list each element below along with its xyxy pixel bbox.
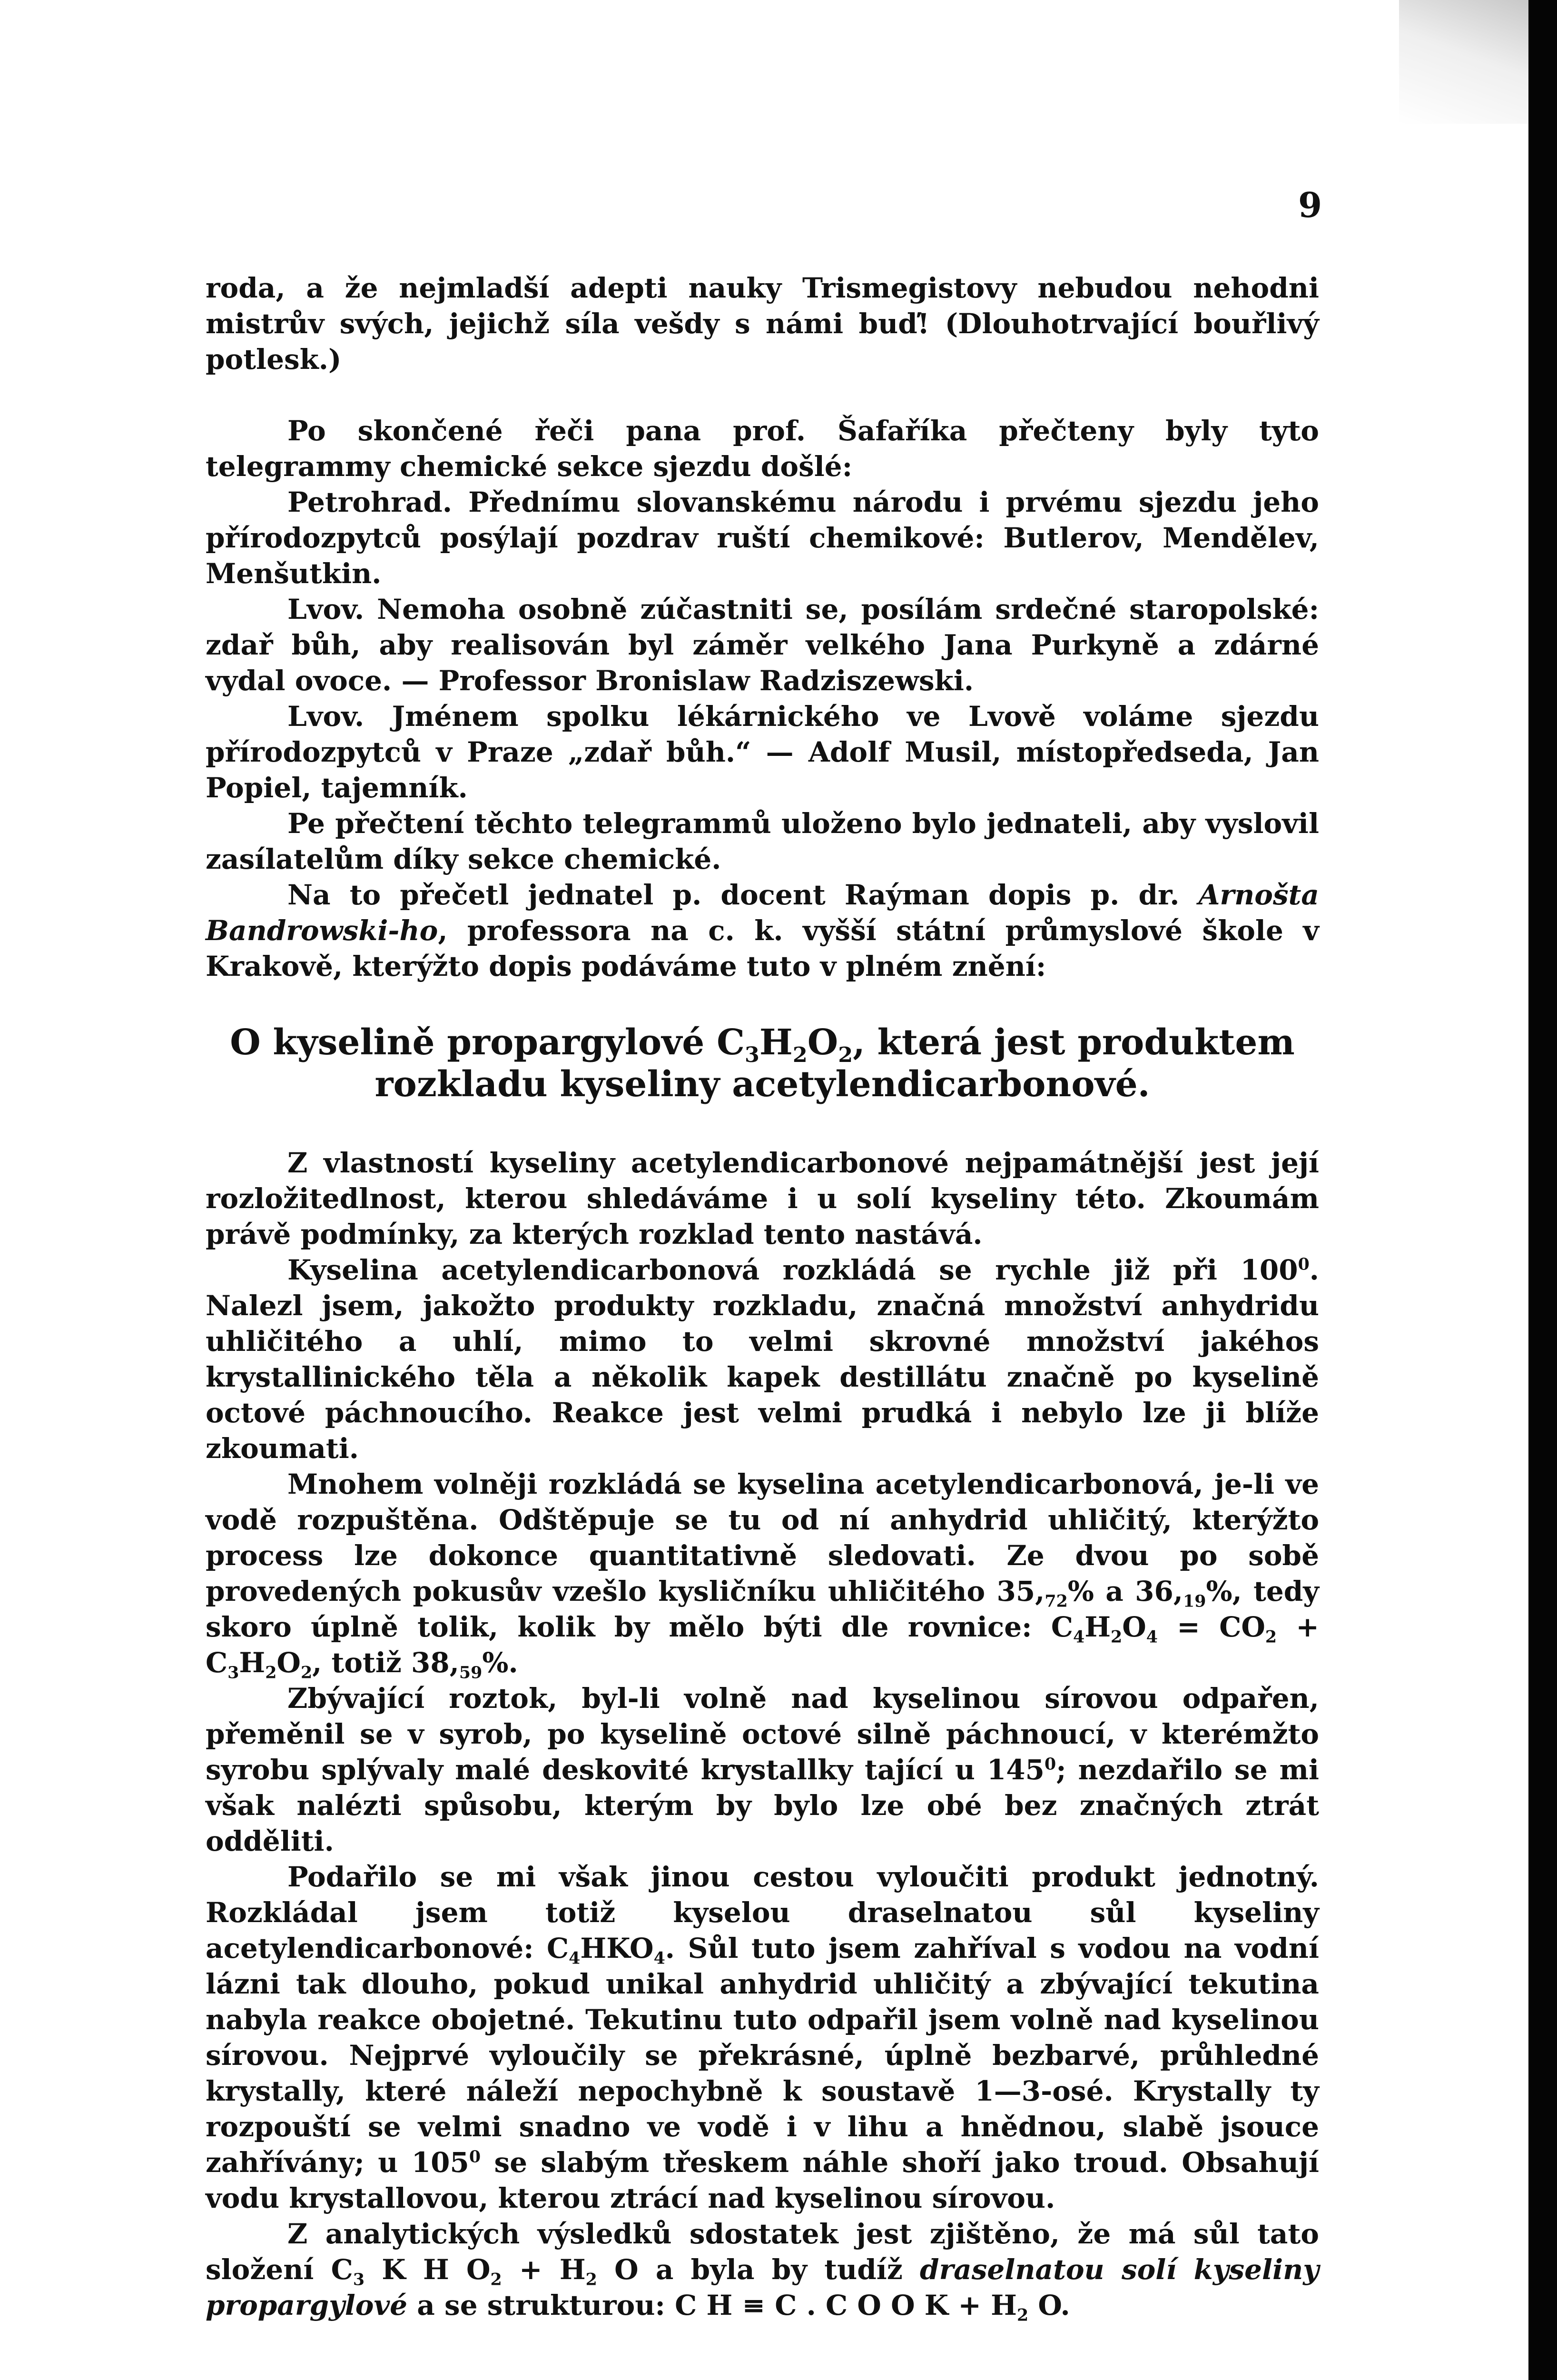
- paragraph-article-4: Zbývající roztok, byl-li volně nad kyselinou sírovou odpařen, přeměnil se v syrob, po kyselině octové silně páchnoucí, v kterémžto syrobu splývaly malé deskovité krystallky tající u $145^0$; nezdařilo se mi však nalézti spůsobu, kterým by bylo lze obé bez značných ztrát odděliti.: [206, 1682, 1319, 1857]
- compound-name: draselnatou solí kyseliny propargylové: [206, 2253, 1319, 2321]
- article-title-line-2: rozkladu kyseliny acetylendicarbonové.: [374, 1064, 1150, 1105]
- article-title: [206, 1021, 1319, 1105]
- page-number: 9: [1298, 185, 1322, 225]
- paragraph-article-2: Kyselina acetylendicarbonová rozkládá se rychle již při $100^0$. Nalezl jsem, jakožto produkty rozkladu, značná množství anhydridu uhličitého a uhlí, mimo to velmi skrovné množství jakéhos krystallinického těla a několik kapek destillátu značně po kyselině octové páchnoucího. Reakce jest velmi prudká i nebylo lze ji blíže zkoumati.: [206, 1254, 1319, 1465]
- paragraph-gap: [206, 377, 1319, 413]
- scan-edge-black: [1528, 0, 1557, 2380]
- page-body: [206, 270, 1319, 2323]
- paragraph-article-3: Mnohem volněji rozkládá se kyselina acetylendicarbonová, je-li ve vodě rozpuštěna. Odštěpuje se tu od ní anhydrid uhličitý, kterýžto process lze dokonce quantitativně sledovati. Ze dvou po sobě provedených pokusův vzešlo kysličníku uhličitého $35,_{72}\%$ a $36,_{19}\%$, tedy skoro úplně tolik, kolik by mělo býti dle rovnice: $C_4H_2O_4 = CO_2 + C_3H_2O_2$, totiž $38,_{59}\%$.: [206, 1468, 1320, 1683]
- letter-intro-before: Na to přečetl jednatel p. docent Raýman dopis p. dr.: [287, 879, 1199, 911]
- article-title-line-1: O kyselině propargylové $C_3H_2O_2$, která jest produktem: [230, 1022, 1295, 1067]
- paragraph-letter-intro: [206, 877, 1319, 984]
- paragraph-opening: roda, a že nejmladší adepti nauky Trismegistovy nebudou nehodni mistrův svých, jejichž síla vešdy s námi buď! (Dlouhotrvající bouřlivý potlesk.): [206, 272, 1319, 376]
- paragraph-telegrams-intro: Po skončené řeči pana prof. Šafaříka přečteny byly tyto telegrammy chemické sekce sjezdu došlé:: [206, 415, 1319, 483]
- letter-intro-after: , professora na c. k. vyšší státní průmyslové škole v Krakově, kterýžto dopis podáváme tuto v plném znění:: [206, 914, 1319, 982]
- paragraph-thanks: Pe přečtení těchto telegrammů uloženo bylo jednateli, aby vyslovil zasílatelům díky sekce chemické.: [206, 807, 1319, 875]
- paragraph-telegram-lvov-1: Lvov. Nemoha osobně zúčastniti se, posílám srdečné staropolské: zdař bůh, aby realisován byl záměr velkého Jana Purkyně a zdárné vydal ovoce. — Professor Bronislaw Radziszewski.: [206, 593, 1319, 697]
- paragraph-article-1: Z vlastností kyseliny acetylendicarbonové nejpamátnější jest její rozložitedlnost, kterou shledáváme i u solí kyseliny této. Zkoumám právě podmínky, za kterých rozklad tento nastává.: [206, 1147, 1319, 1250]
- paragraph-article-5: Podařilo se mi však jinou cestou vyloučiti produkt jednotný. Rozkládal jsem totiž kyselou draselnatou sůl kyseliny acetylendicarbonové: $C_4HKO_4$. Sůl tuto jsem zahříval s vodou na vodní lázni tak dlouho, pokud unikal anhydrid uhličitý a zbývající tekutina nabyla reakce obojetné. Tekutinu tuto odpařil jsem volně nad kyselinou sírovou. Nejprvé vyloučily se překrásné, úplně bezbarvé, průhledné krystally, které náleží nepochybně k soustavě 1—3-osé. Krystally ty rozpouští se velmi snadno ve vodě i v lihu a hnědnou, slabě jsouce zahřívány; u $105^0$ se slabým třeskem náhle shoří jako troud. Obsahují vodu krystallovou, kterou ztrácí nad kyselinou sírovou.: [206, 1861, 1319, 2214]
- scan-edge-shadow: [1399, 0, 1528, 124]
- paragraph-telegram-petrohrad: Petrohrad. Přednímu slovanskému národu i prvému sjezdu jeho přírodozpytců posýlají pozdrav ruští chemikové: Butlerov, Mendělev, Menšutkin.: [206, 486, 1319, 590]
- paragraph-article-6: Z analytických výsledků sdostatek jest zjištěno, že má sůl tato složení $C_3$ K H $O_2 + H_2$ O a byla by tudíž draselnatou solí kyseliny propargylové a se strukturou: C H ≡ C . C O O $K + H_2$ O.: [206, 2218, 1319, 2325]
- paragraph-telegram-lvov-2: Lvov. Jménem spolku lékárnického ve Lvově voláme sjezdu přírodozpytců v Praze „zdař bůh.“ — Adolf Musil, místopředseda, Jan Popiel, tajemník.: [206, 700, 1319, 804]
- author-name: Arnošta Bandrowski-ho: [206, 879, 1319, 947]
